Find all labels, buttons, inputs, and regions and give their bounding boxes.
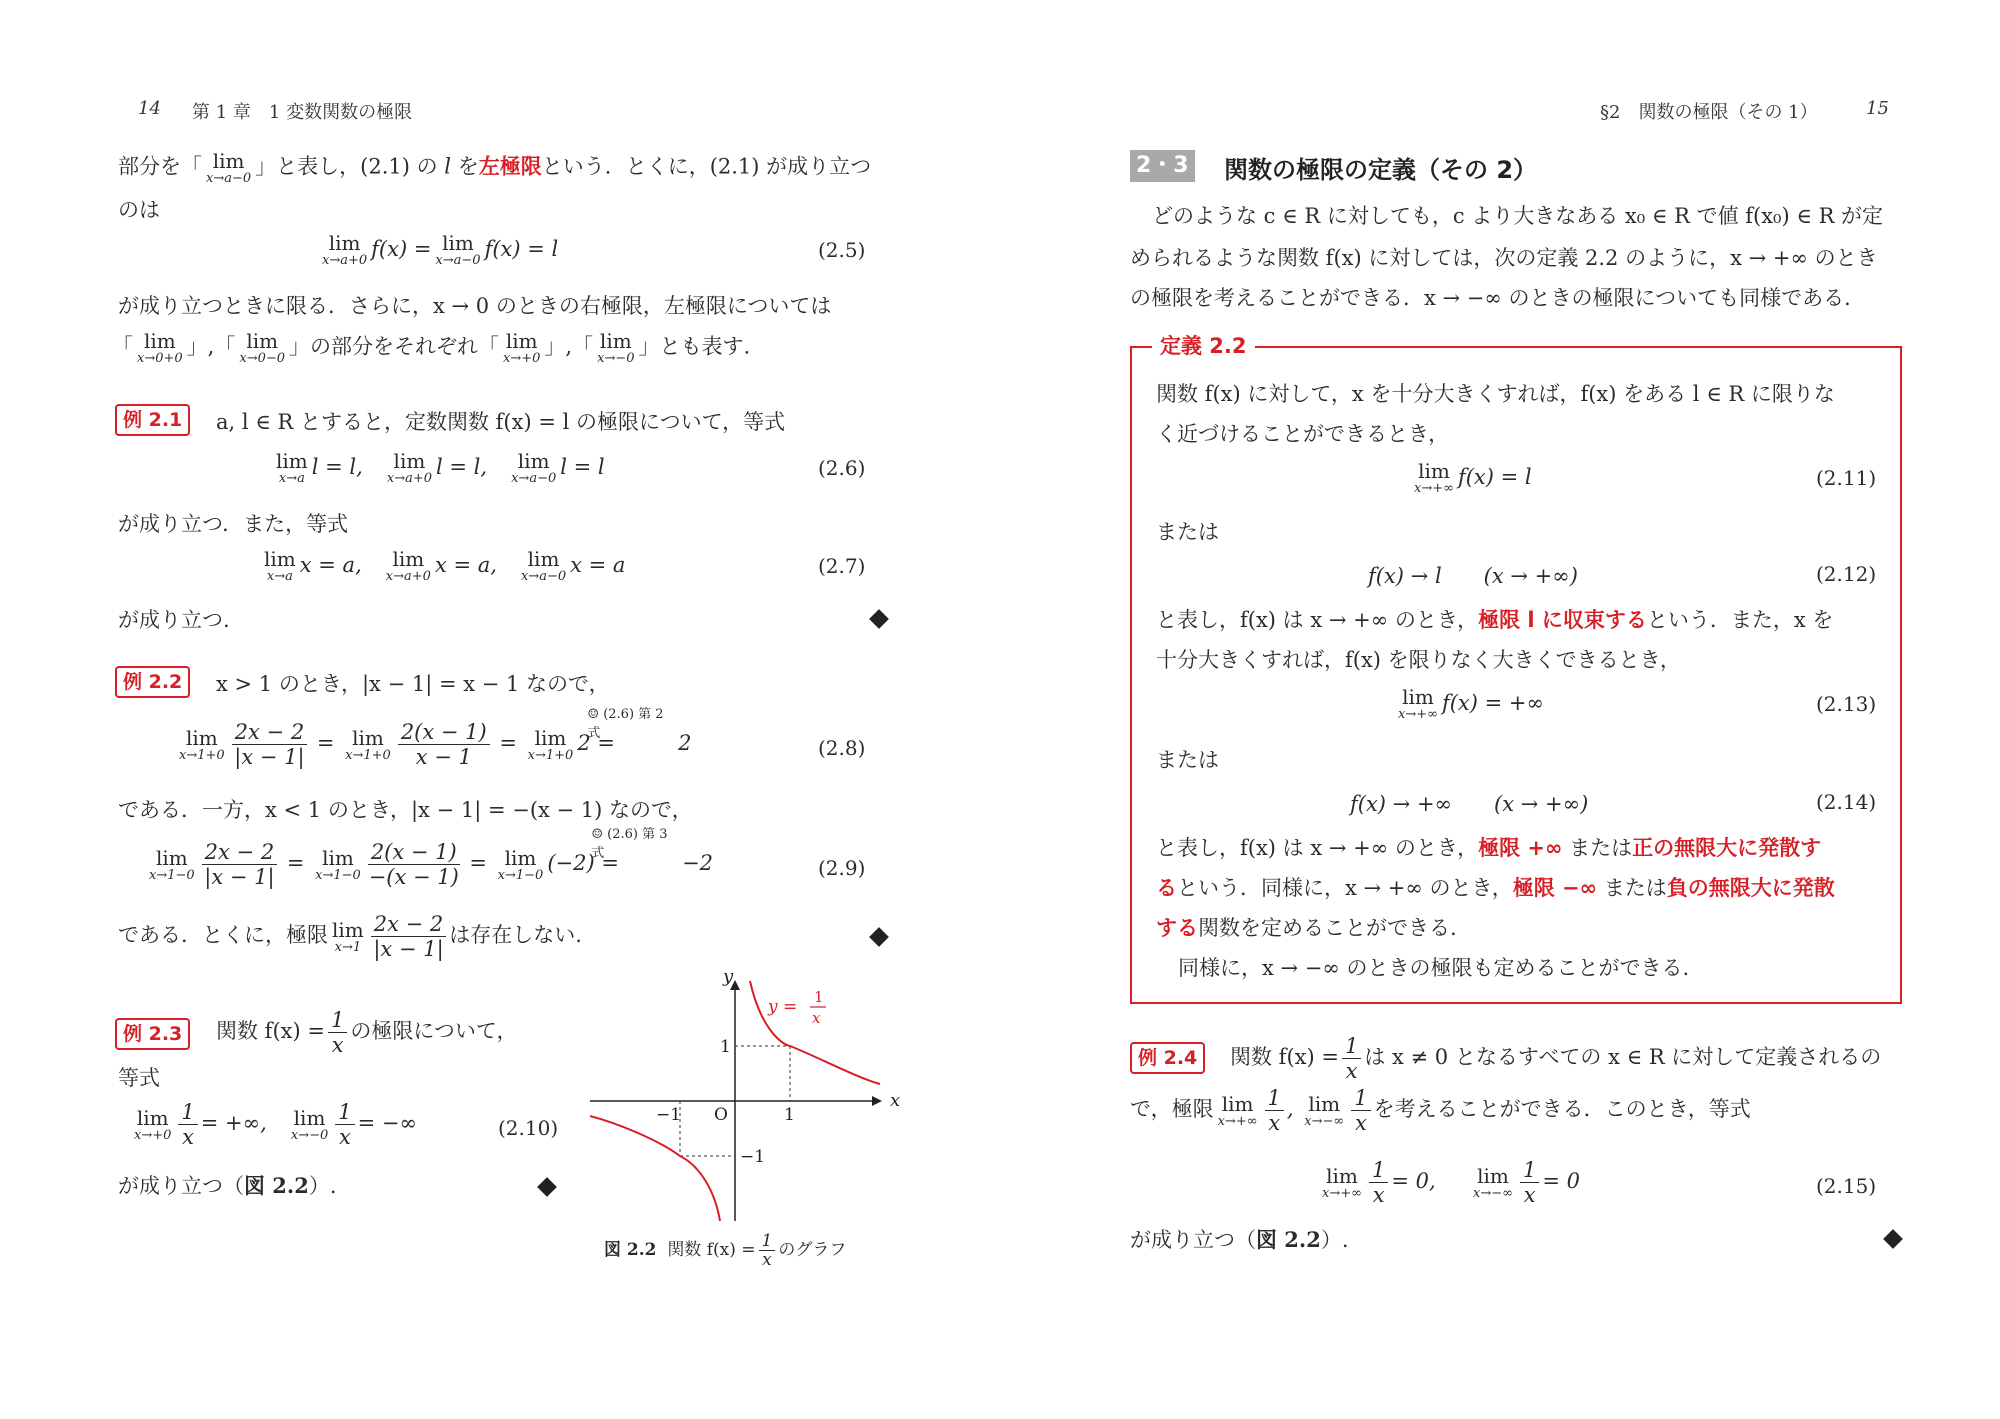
paragraph-line: のは <box>118 198 160 222</box>
example-2-4-limits: で，極限 lim x→+∞ $\frac{1}{x}$ , lim x→−∞ $\frac{1}{x}$ を考えることができる．このとき，等式 <box>1130 1086 1751 1135</box>
right-section-header: §2 関数の極限（その 1） <box>1600 102 1818 123</box>
definition-line: 十分大きくすれば，f(x) を限りなく大きくできるとき， <box>1156 648 1681 672</box>
equation-2-13: lim x→+∞ f(x) = +∞ <box>1398 685 1544 722</box>
intro-line-2: められるような関数 f(x) に対しては，次の定義 2.2 のように，x → +∞ のとき <box>1130 246 1878 270</box>
paragraph-line: 等式 <box>118 1066 160 1090</box>
hyperbola-left-branch <box>590 1116 720 1221</box>
left-chapter-header: 第 1 章 1 変数関数の極限 <box>192 102 413 123</box>
equation-2-6: lim x→a l = l, lim x→a+0 l = l, lim x→a−0 l = l <box>276 449 605 486</box>
example-label-2-3: 例 2.3 <box>115 1018 190 1050</box>
equation-2-11: lim x→+∞ f(x) = l <box>1414 459 1532 496</box>
equation-number: (2.6) <box>818 456 866 480</box>
paragraph-line: が成り立つときに限る．さらに，x → 0 のときの右極限，左極限については <box>118 294 832 318</box>
y-tick-1: 1 <box>720 1037 731 1057</box>
x-axis-label: x <box>890 1090 901 1111</box>
x-tick-1: 1 <box>784 1105 795 1125</box>
equation-number: (2.12) <box>1816 562 1877 586</box>
end-of-example-marker <box>1883 1229 1903 1249</box>
definition-or: または <box>1156 520 1219 544</box>
end-of-example-marker <box>869 609 889 629</box>
end-of-example-marker <box>869 927 889 947</box>
definition-convergence-line: と表し，f(x) は x → +∞ のとき，極限 l に収束するという．また，x を <box>1156 608 1834 632</box>
equation-number: (2.8) <box>818 736 866 760</box>
example-2-4-text: 関数 f(x) = $\frac{1}{x}$ は x ≠ 0 となるすべての x ∈ R に対して定義されるの <box>1230 1034 1882 1083</box>
equation-number: (2.15) <box>1816 1174 1877 1198</box>
paragraph-nonexistence: である．とくに，極限 lim x→1 $\frac{2x - 2}{|x - 1|}$ は存在しない. <box>118 912 582 961</box>
y-axis-label: y <box>723 966 734 987</box>
equation-2-15: lim x→+∞ $\frac{1}{x}$ = 0, lim x→−∞ $\frac{1}{x}$ = 0 <box>1322 1158 1580 1207</box>
definition-divergence-line: と表し，f(x) は x → +∞ のとき，極限 +∞ または正の無限大に発散す <box>1156 836 1822 860</box>
paragraph-left-limit: 部分を「 lim x→a−0 」と表し，(2.1) の l を左極限という．とくに，(2.1) が成り立つ <box>118 149 872 186</box>
equation-number: (2.7) <box>818 554 866 578</box>
paragraph-line: が成り立つ. <box>118 608 230 632</box>
curve-label-denominator: x <box>812 1009 821 1027</box>
example-2-3-text: 関数 f(x) = $\frac{1}{x}$ の極限について， <box>216 1008 518 1057</box>
equation-2-10: lim x→+0 $\frac{1}{x}$ = +∞, lim x→−0 $\frac{1}{x}$ = −∞ <box>134 1100 417 1149</box>
example-label-2-2: 例 2.2 <box>115 666 190 698</box>
term-converge: 極限 l に収束する <box>1478 608 1647 632</box>
definition-line: する関数を定めることができる. <box>1156 916 1457 940</box>
equation-number: (2.11) <box>1816 466 1877 490</box>
definition-label: 定義 2.2 <box>1152 330 1255 362</box>
paragraph-notation: 「 lim x→0+0 」,「 lim x→0−0 」の部分をそれぞれ「 lim x→+0 」,「 lim x→−0 」とも表す. <box>112 329 751 366</box>
paragraph-line: が成り立つ．また，等式 <box>118 512 349 536</box>
y-tick-minus-1: −1 <box>740 1147 766 1167</box>
curve-label: y = <box>768 997 798 1017</box>
definition-or: または <box>1156 748 1219 772</box>
equation-2-7: lim x→a x = a, lim x→a+0 x = a, lim x→a−0 x = a <box>264 547 626 584</box>
paragraph-figure-ref: が成り立つ（図 2.2）. <box>118 1173 337 1198</box>
figure-2-2-graph <box>590 966 930 1226</box>
equation-number: (2.14) <box>1816 790 1877 814</box>
figure-caption: 図 2.2 関数 f(x) = $\frac{1}{x}$ のグラフ <box>604 1231 847 1270</box>
example-2-1-text: a, l ∈ R とすると，定数関数 f(x) = l の極限について，等式 <box>216 410 786 434</box>
section-badge: 2・3 <box>1130 150 1195 182</box>
intro-line-1: どのような c ∈ R に対しても，c より大きなある x₀ ∈ R で値 f(x₀) ∈ R が定 <box>1152 204 1884 228</box>
paragraph-figure-ref: が成り立つ（図 2.2）. <box>1130 1227 1349 1252</box>
equation-2-9: lim x→1−0 $\frac{2x - 2}{|x - 1|}$ = lim x→1−0 $\frac{2(x - 1)}{-(x - 1)}$ = lim x→1−0 (−2) ☺ (2.6) 第 3 式 = −2 <box>149 827 714 889</box>
equation-number: (2.10) <box>498 1116 559 1140</box>
equation-2-14: f(x) → +∞ (x → +∞) <box>1350 792 1589 816</box>
definition-divergence-line: るという．同様に，x → +∞ のとき，極限 −∞ または負の無限大に発散 <box>1156 876 1835 900</box>
equation-number: (2.13) <box>1816 692 1877 716</box>
paragraph-line: である．一方，x < 1 のとき，|x − 1| = −(x − 1) なので， <box>118 798 693 822</box>
section-title: 関数の極限の定義（その 2） <box>1224 156 1538 184</box>
equation-2-12: f(x) → l (x → +∞) <box>1368 564 1578 588</box>
example-label-2-1: 例 2.1 <box>115 404 190 436</box>
equation-number: (2.5) <box>818 238 866 262</box>
equation-number: (2.9) <box>818 856 866 880</box>
curve-label-numerator: 1 <box>814 988 824 1006</box>
definition-line: く近づけることができるとき， <box>1156 422 1450 446</box>
definition-line: 同様に，x → −∞ のときの極限も定めることができる. <box>1178 956 1690 980</box>
origin-label: O <box>714 1105 728 1125</box>
example-2-2-text: x > 1 のとき，|x − 1| = x − 1 なので， <box>216 672 610 696</box>
left-page-number: 14 <box>138 98 161 119</box>
term-left-limit: 左極限 <box>478 153 542 179</box>
equation-2-5: lim x→a+0 f(x) = lim x→a−0 f(x) = l <box>322 231 559 268</box>
end-of-example-marker <box>537 1177 557 1197</box>
definition-line: 関数 f(x) に対して，x を十分大きくすれば，f(x) をある l ∈ R に限りな <box>1156 382 1835 406</box>
x-tick-minus-1: −1 <box>656 1105 682 1125</box>
example-label-2-4: 例 2.4 <box>1130 1042 1205 1074</box>
intro-line-3: の極限を考えることができる．x → −∞ のときの極限についても同様である． <box>1130 286 1866 310</box>
equation-2-8: lim x→1+0 $\frac{2x - 2}{|x - 1|}$ = lim x→1+0 $\frac{2(x - 1)}{x - 1}$ = lim x→1+0 2 ☺ (2.6) 第 2 式 = 2 <box>179 707 692 769</box>
right-page-number: 15 <box>1866 98 1889 119</box>
